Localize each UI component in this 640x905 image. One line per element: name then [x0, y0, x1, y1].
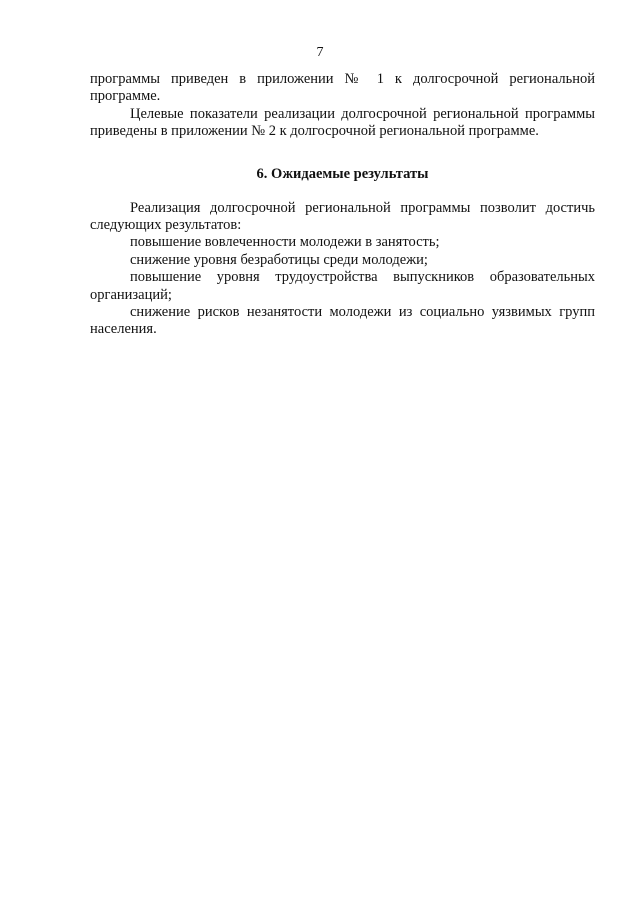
result-item: повышение вовлеченности молодежи в занятость; [130, 234, 440, 251]
result-item: снижение уровня безработицы среди молодежи; [130, 251, 428, 268]
paragraph-target-indicators: Целевые показатели реализации долгосрочной региональной программы приведены в приложении № 2 к долгосрочной региональной программе. [90, 105, 595, 140]
result-item: повышение уровня трудоустройства выпускников образовательных организаций; [90, 269, 595, 303]
paragraph-results-intro: Реализация долгосрочной региональной программы позволит достичь следующих результатов: [90, 199, 595, 234]
document-body [90, 71, 595, 339]
paragraph-program-continuation: программы приведен в приложении № 1 к долгосрочной региональной программе. [90, 71, 595, 105]
result-item: снижение рисков незанятости молодежи из социально уязвимых групп населения. [90, 304, 595, 338]
page-number: 7 [316, 45, 324, 60]
section-heading: 6. Ожидаемые результаты [256, 165, 429, 182]
